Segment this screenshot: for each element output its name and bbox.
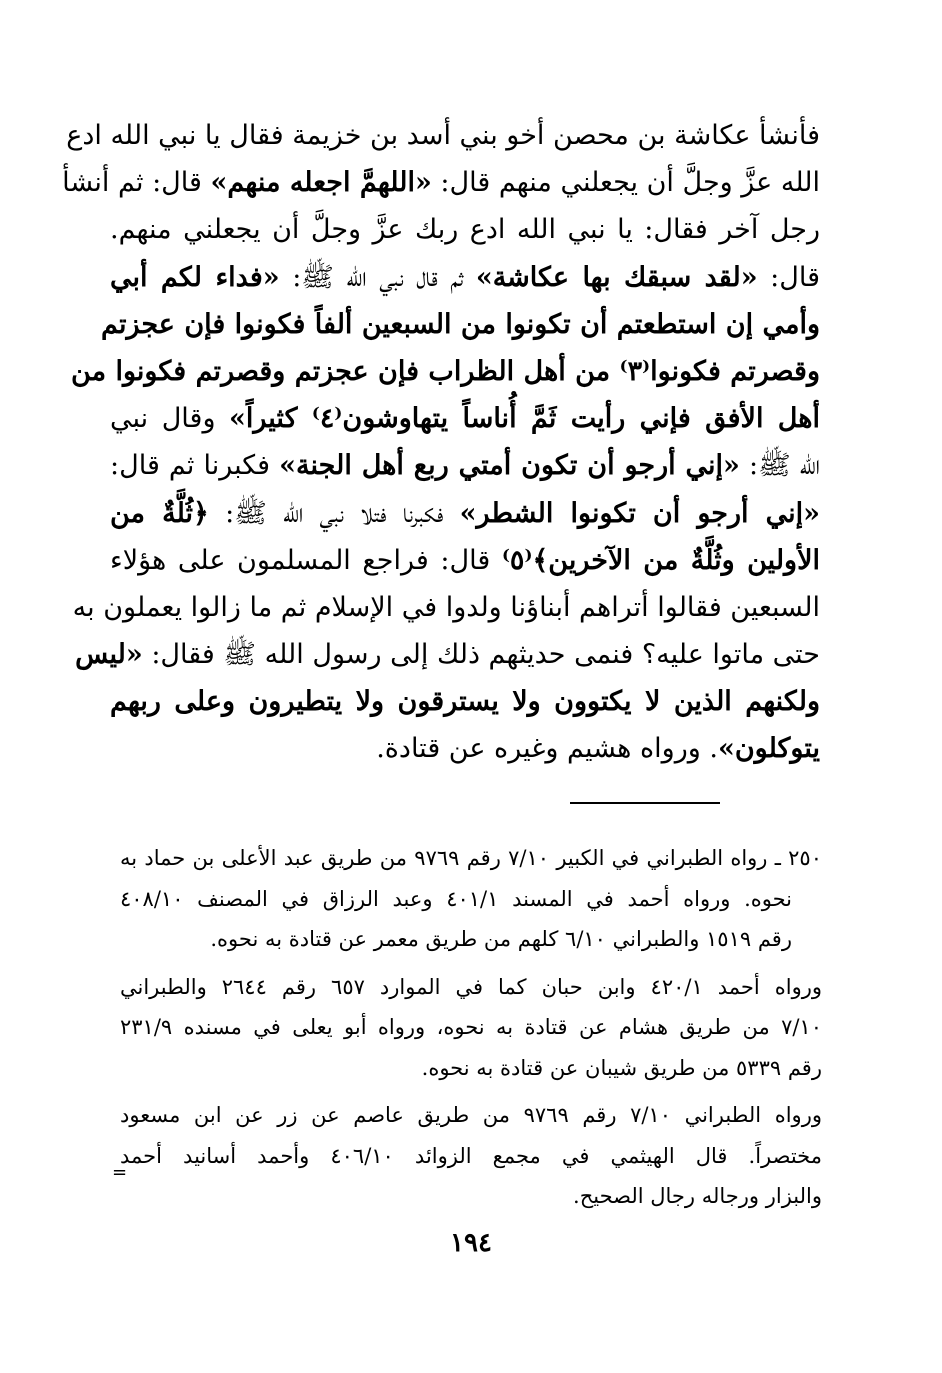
footnote-line: رقم ٥٣٣٩ من طريق شيبان عن قتادة به نحوه.	[421, 1055, 822, 1080]
quoted-text: يتوكلون»	[717, 733, 820, 765]
footnote-line: نحوه. ورواه أحمد في المسند ٤٠١/١ وعبد الرزاق في المصنف ٤٠٨/١٠	[120, 886, 792, 911]
quoted-text: «اللهمَّ اجعله منهم»	[210, 167, 432, 199]
footnote-block	[120, 1095, 822, 1217]
text-line	[110, 206, 820, 253]
footnote-line: مختصراً. قال الهيثمي في مجمع الزوائد ٤٠٦/١٠ وأحمد أسانيد أحمد	[120, 1143, 822, 1168]
quoted-text: ﴿ثُلَّةٌ من	[110, 497, 209, 529]
footnote-line: رقم ١٥١٩ والطبراني ٦/١٠ كلهم من طريق معمر عن قتادة به نحوه.	[210, 927, 792, 951]
page-number: ١٩٤	[450, 1228, 492, 1258]
narration-text: فأنشأ عكاشة بن محصن أخو بني أسد بن خزيمة فقال يا نبي الله ادع	[66, 120, 820, 151]
narration-text: ثم قال نبي الله ﷺ:	[279, 261, 476, 293]
text-line	[71, 348, 820, 395]
footnote-line: والبزار ورجاله رجال الصحيح.	[573, 1184, 822, 1208]
quoted-text: «ليس	[75, 639, 143, 671]
quoted-text: «إني أرجو أن تكونوا الشطر»	[459, 497, 820, 529]
text-line	[75, 631, 820, 678]
text-line	[110, 442, 820, 489]
footnote-line: ورواه أحمد ٤٢٠/١ وابن حبان كما في الموارد ٦٥٧ رقم ٢٦٤٤ والطبراني	[120, 974, 823, 999]
narration-text: وقال نبي	[110, 403, 229, 435]
text-line	[110, 725, 820, 772]
footnote-line: ورواه الطبراني ٧/١٠ رقم ٩٧٦٩ من طريق عاصم عن زر عن ابن مسعود	[120, 1103, 822, 1127]
quoted-text: «إني أرجو أن تكون أمتي ربع أهل الجنة»	[279, 450, 740, 482]
quoted-text: «لقد سبقك بها عكاشة»	[475, 261, 758, 293]
narration-text: قال:	[757, 261, 821, 293]
text-line	[110, 678, 820, 725]
quoted-text: «فداء لكم أبي	[110, 261, 280, 293]
text-line	[110, 537, 820, 584]
text-line	[101, 301, 820, 348]
narration-text: فكبرنا ثم قال:	[110, 450, 280, 482]
quoted-text: ولكنهم الذين لا يكتوون ولا يسترقون ولا يتطيرون وعلى ربهم	[110, 686, 820, 718]
footnote-block	[120, 838, 822, 960]
footnotes-section	[120, 838, 822, 1224]
footnote-line: ٧/١٠ من طريق هشام عن قتادة به نحوه، ورواه أبو يعلى في مسنده ٢٣١/٩	[120, 1015, 822, 1039]
narration-text: فكبرنا فتلا نبي الله ﷺ:	[208, 497, 460, 529]
narration-text: الله ﷺ:	[739, 450, 820, 482]
footnote-block	[120, 967, 822, 1089]
quoted-text: أهل الأفق فإني رأيت ثَمَّ أُناساً يتهاوشون⁽٤⁾ كثيراً»	[229, 403, 820, 435]
footnote-divider	[570, 802, 720, 804]
main-body-text	[62, 112, 821, 773]
narration-text: قال: فراجع المسلمون على هؤلاء	[110, 544, 502, 576]
quoted-text: وقصرتم فكونوا⁽٣⁾ من أهل الظراب فإن عجزتم وقصرتم فكونوا من	[71, 355, 820, 387]
quoted-text: الأولين وثُلَّةٌ من الآخرين﴾⁽٥⁾	[501, 544, 820, 576]
narration-text: الله عزَّ وجلَّ أن يجعلني منهم قال:	[431, 167, 820, 199]
narration-text: . ورواه هشيم وغيره عن قتادة.	[376, 733, 718, 765]
footnote-line: ٢٥٠ ـ رواه الطبراني في الكبير ٧/١٠ رقم ٩٧٦٩ من طريق عبد الأعلى بن حماد به	[120, 846, 822, 870]
text-line	[110, 490, 820, 537]
quoted-text: وأمي إن استطعتم أن تكونوا من السبعين ألفاً فكونوا فإن عجزتم	[101, 308, 820, 340]
margin-mark: =	[112, 1162, 128, 1183]
text-line	[72, 584, 820, 631]
text-line	[110, 395, 820, 442]
text-line	[110, 254, 820, 301]
narration-text: رجل آخر فقال: يا نبي الله ادع ربك عزَّ وجلَّ أن يجعلني منهم.	[110, 214, 820, 246]
text-line	[62, 159, 820, 206]
text-line	[66, 112, 820, 159]
narration-text: قال: ثم أنشأ	[62, 167, 211, 199]
narration-text: السبعين فقالوا أتراهم أبناؤنا ولدوا في الإسلام ثم ما زالوا يعملون به	[72, 591, 820, 623]
narration-text: حتى ماتوا عليه؟ فنمى حديثهم ذلك إلى رسول الله ﷺ فقال:	[142, 639, 820, 671]
